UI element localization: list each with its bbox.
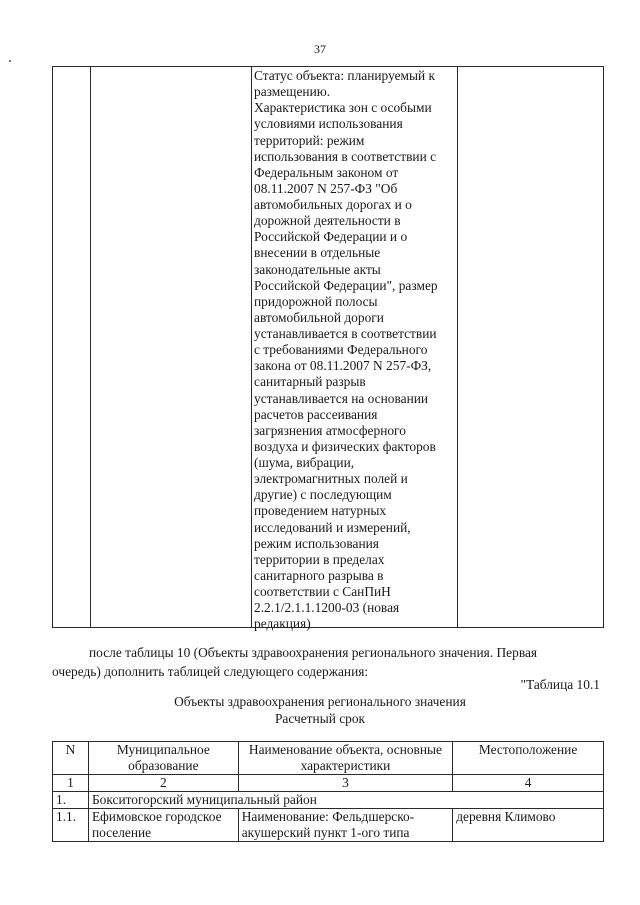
row-location: деревня Климово bbox=[453, 809, 604, 842]
text-line: устанавливается на основании bbox=[254, 390, 429, 406]
header-municipality: Муниципальное образование bbox=[88, 742, 238, 775]
text-line: устанавливается в соответствии bbox=[254, 326, 437, 341]
amendment-paragraph bbox=[52, 643, 604, 681]
table-header-row bbox=[53, 742, 604, 775]
text-line: территорий: режим bbox=[254, 132, 365, 148]
row-municipality: Ефимовское городское поселение bbox=[88, 809, 238, 842]
continuation-table bbox=[52, 66, 604, 632]
text-line: придорожной полосы bbox=[254, 293, 378, 309]
text-line: Российской Федерации", размер bbox=[254, 277, 438, 293]
page-number: 37 bbox=[314, 42, 326, 56]
text-line: закона от 08.11.2007 N 257-ФЗ, bbox=[254, 358, 432, 374]
text-line: другие) с последующим bbox=[254, 487, 392, 503]
text-line: проведением натурных bbox=[254, 503, 387, 519]
district-name: Бокситогорский муниципальный район bbox=[88, 792, 603, 809]
paragraph-line: очередь) дополнить таблицей следующего содержания: bbox=[52, 664, 369, 679]
header-n: N bbox=[53, 742, 89, 775]
table-title: Объекты здравоохранения регионального значения bbox=[174, 694, 466, 709]
text-line: санитарного разрыва в bbox=[254, 567, 384, 583]
text-line: исследований и измерений, bbox=[254, 519, 411, 535]
text-line: воздуха и физических факторов bbox=[254, 438, 436, 454]
text-line: Российской Федерации и о bbox=[254, 229, 408, 245]
header-location: Местоположение bbox=[453, 742, 604, 775]
text-line: законодательные акты bbox=[254, 261, 381, 277]
column-divider bbox=[457, 67, 458, 627]
text-line: загрязнения атмосферного bbox=[254, 422, 406, 438]
text-line: Федеральным законом от bbox=[254, 164, 399, 180]
text-line: дорожной деятельности в bbox=[254, 213, 401, 229]
text-line: соответствии с СанПиН bbox=[254, 584, 391, 599]
row-number: 1.1. bbox=[53, 809, 89, 842]
column-number: 2 bbox=[88, 775, 238, 792]
text-line: Статус объекта: планируемый к bbox=[254, 68, 436, 83]
text-line: территории в пределах bbox=[254, 551, 385, 567]
text-line: размещению. bbox=[254, 84, 331, 100]
table-subtitle: Расчетный срок bbox=[274, 711, 366, 726]
health-objects-table bbox=[52, 741, 604, 842]
text-line: расчетов рассеивания bbox=[254, 406, 378, 422]
column-number: 1 bbox=[53, 775, 89, 792]
column-number: 3 bbox=[238, 775, 452, 792]
column-number: 4 bbox=[453, 775, 604, 792]
table-caption: "Таблица 10.1 bbox=[520, 677, 600, 692]
column-number-row bbox=[53, 775, 604, 792]
text-line: (шума, вибрации, bbox=[254, 455, 355, 470]
paragraph-line: после таблицы 10 (Объекты здравоохранения регионального значения. Первая bbox=[89, 645, 538, 660]
text-line: Характеристика зон с особыми bbox=[254, 100, 432, 116]
table-row bbox=[53, 809, 604, 842]
text-line: редакция) bbox=[254, 616, 311, 632]
text-line: внесении в отдельные bbox=[254, 245, 381, 261]
district-number: 1. bbox=[53, 792, 89, 809]
text-line: с требованиями Федерального bbox=[254, 342, 428, 358]
text-line: режим использования bbox=[254, 535, 379, 551]
district-row bbox=[53, 792, 604, 809]
text-line: санитарный разрыв bbox=[254, 374, 366, 390]
text-line: электромагнитных полей и bbox=[254, 471, 408, 487]
text-line: 2.2.1/2.1.1.1200-03 (новая bbox=[254, 600, 400, 616]
text-line: 08.11.2007 N 257-ФЗ "Об bbox=[254, 180, 398, 196]
text-line: автомобильных дорогах и о bbox=[254, 197, 412, 212]
row-object-name: Наименование: Фельдшерско-акушерский пункт 1-ого типа bbox=[238, 809, 452, 842]
text-line: автомобильной дороги bbox=[254, 309, 384, 325]
header-object-name: Наименование объекта, основные характеристики bbox=[238, 742, 452, 775]
column-divider bbox=[251, 67, 252, 627]
text-line: использования в соответствии с bbox=[254, 148, 437, 164]
text-line: условиями использования bbox=[254, 116, 403, 132]
object-characteristics-text bbox=[254, 67, 456, 632]
scan-mark bbox=[9, 60, 11, 62]
column-divider bbox=[90, 67, 91, 627]
